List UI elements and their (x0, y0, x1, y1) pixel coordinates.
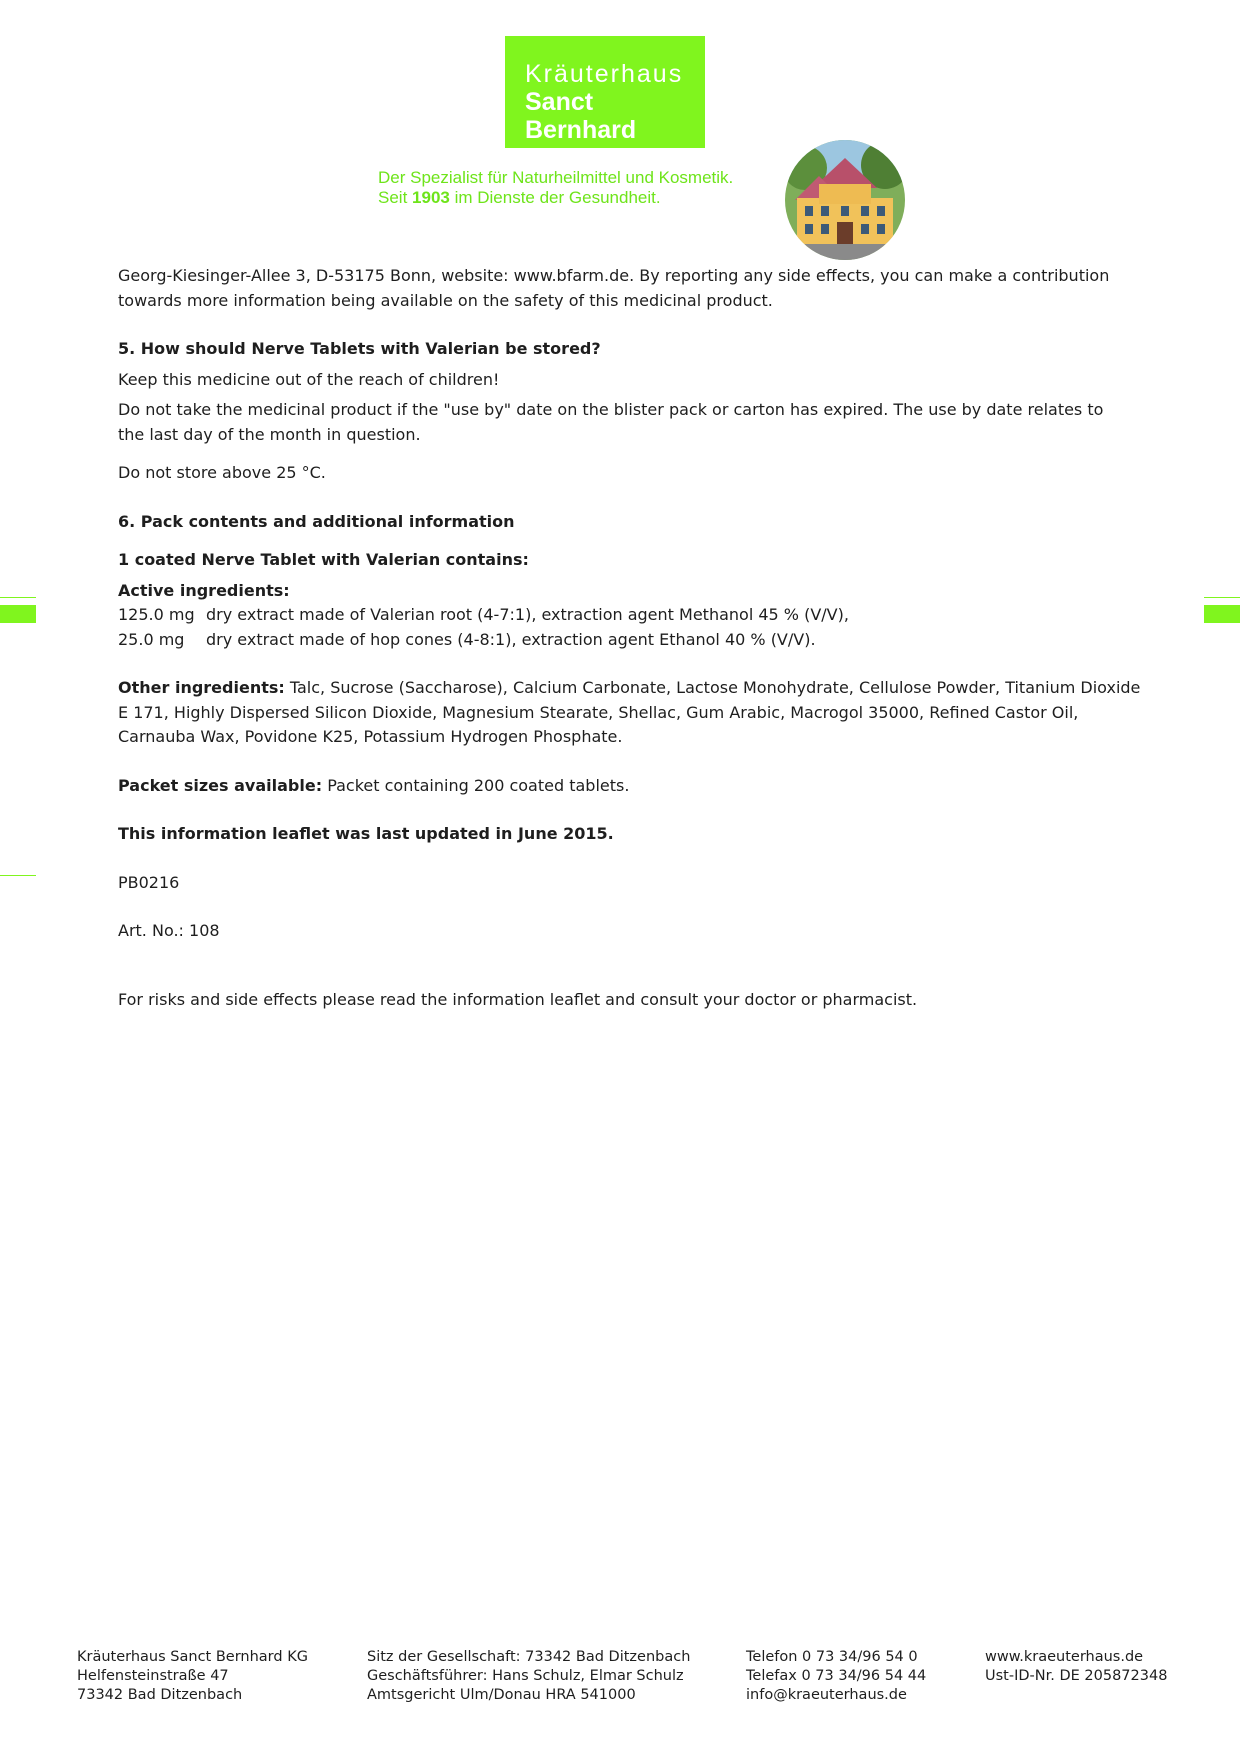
risks-note: For risks and side effects please read the information leaflet and consult your doctor or pharmacist. (118, 989, 918, 1009)
product-code: PB0216 (118, 872, 180, 892)
footer-col-legal (367, 1648, 690, 1705)
contains-heading: 1 coated Nerve Tablet with Valerian contains: (118, 550, 529, 569)
left-mark (0, 605, 36, 623)
right-mark (1204, 605, 1240, 623)
tagline (378, 168, 733, 208)
other-ingredients (118, 676, 1148, 750)
footer-text: Amtsgericht Ulm/Donau HRA 541000 (367, 1687, 636, 1703)
packet-sizes-text: Packet containing 200 coated tablets. (322, 775, 630, 795)
left-mark-line-lower (0, 875, 36, 876)
footer-text: Kräuterhaus Sanct Bernhard KG (77, 1649, 308, 1665)
ingredient-amount: 25.0 mg (118, 629, 185, 649)
active-heading: Active ingredients: (118, 580, 290, 600)
active-ingredient-row (118, 628, 1178, 653)
other-ingredients-label: Other ingredients: (118, 678, 285, 697)
ingredient-text: dry extract made of hop cones (4-8:1), extraction agent Ethanol 40 % (V/V). (206, 629, 816, 649)
ingredient-text: dry extract made of Valerian root (4-7:1), extraction agent Methanol 45 % (V/V), (206, 605, 849, 624)
tagline-prefix: Seit (378, 188, 413, 207)
tagline-year: 1903 (412, 188, 450, 207)
footer-email: info@kraeuterhaus.de (746, 1687, 907, 1703)
packet-sizes (118, 774, 1178, 799)
leaflet-content (118, 264, 1178, 1012)
building-photo-icon (785, 140, 905, 260)
footer-vat-id: Ust-ID-Nr. DE 205872348 (985, 1668, 1168, 1684)
footer-col-web (985, 1648, 1167, 1686)
footer-text: Geschäftsführer: Hans Schulz, Elmar Schulz (367, 1668, 684, 1684)
section-5-p3: Do not store above 25 °C. (118, 463, 326, 482)
brand-logo (505, 36, 705, 148)
section-5-p1: Keep this medicine out of the reach of children! (118, 369, 500, 389)
tagline-line-1: Der Spezialist für Naturheilmittel und Kosmetik. (378, 168, 734, 187)
section-6-heading: 6. Pack contents and additional information (118, 511, 515, 531)
right-mark-line (1204, 597, 1240, 598)
ingredient-amount: 125.0 mg (118, 605, 195, 624)
footer-text: Helfensteinstraße 47 (77, 1668, 229, 1684)
tagline-line-2 (378, 188, 733, 208)
footer-website: www.kraeuterhaus.de (985, 1649, 1144, 1665)
article-number: Art. No.: 108 (118, 921, 220, 940)
last-updated: This information leaflet was last updated in June 2015. (118, 824, 614, 843)
packet-sizes-label: Packet sizes available: (118, 775, 323, 795)
other-ingredients-text: Talc, Sucrose (Saccharose), Calcium Carbonate, Lactose Monohydrate, Cellulose Powder, Titanium Dioxide E 171, Highly Dispersed Silicon Dioxide, Magnesium Stearate, Shellac, Gum Arabic, Macrogol 35000, Refined Castor Oil, Carnauba Wax, Povidone K25, Potassium Hydrogen Phosphate. (118, 678, 1141, 746)
tagline-suffix: im Dienste der Gesundheit. (449, 188, 661, 207)
footer-col-contact (746, 1648, 926, 1705)
section-5-p2: Do not take the medicinal product if the "use by" date on the blister pack or carton has expired. The use by date relates to the last day of the month in question. (118, 400, 1104, 444)
left-mark-line (0, 597, 36, 598)
footer-fax: Telefax 0 73 34/96 54 44 (746, 1668, 927, 1684)
footer-col-company (77, 1648, 308, 1705)
logo-line-1: Kräuterhaus (525, 60, 684, 88)
active-ingredient-row (118, 603, 1178, 628)
footer-phone: Telefon 0 73 34/96 54 0 (746, 1649, 918, 1665)
footer-text: 73342 Bad Ditzenbach (77, 1687, 243, 1703)
logo-line-2: Sanct Bernhard (525, 88, 637, 144)
intro-text: Georg-Kiesinger-Allee 3, D-53175 Bonn, website: www.bfarm.de. By reporting any side effects, you can make a contribution towards more information being available on the safety of this medicinal product. (118, 266, 1110, 310)
section-5-heading: 5. How should Nerve Tablets with Valerian be stored? (118, 339, 601, 358)
footer-text: Sitz der Gesellschaft: 73342 Bad Ditzenbach (367, 1649, 691, 1665)
